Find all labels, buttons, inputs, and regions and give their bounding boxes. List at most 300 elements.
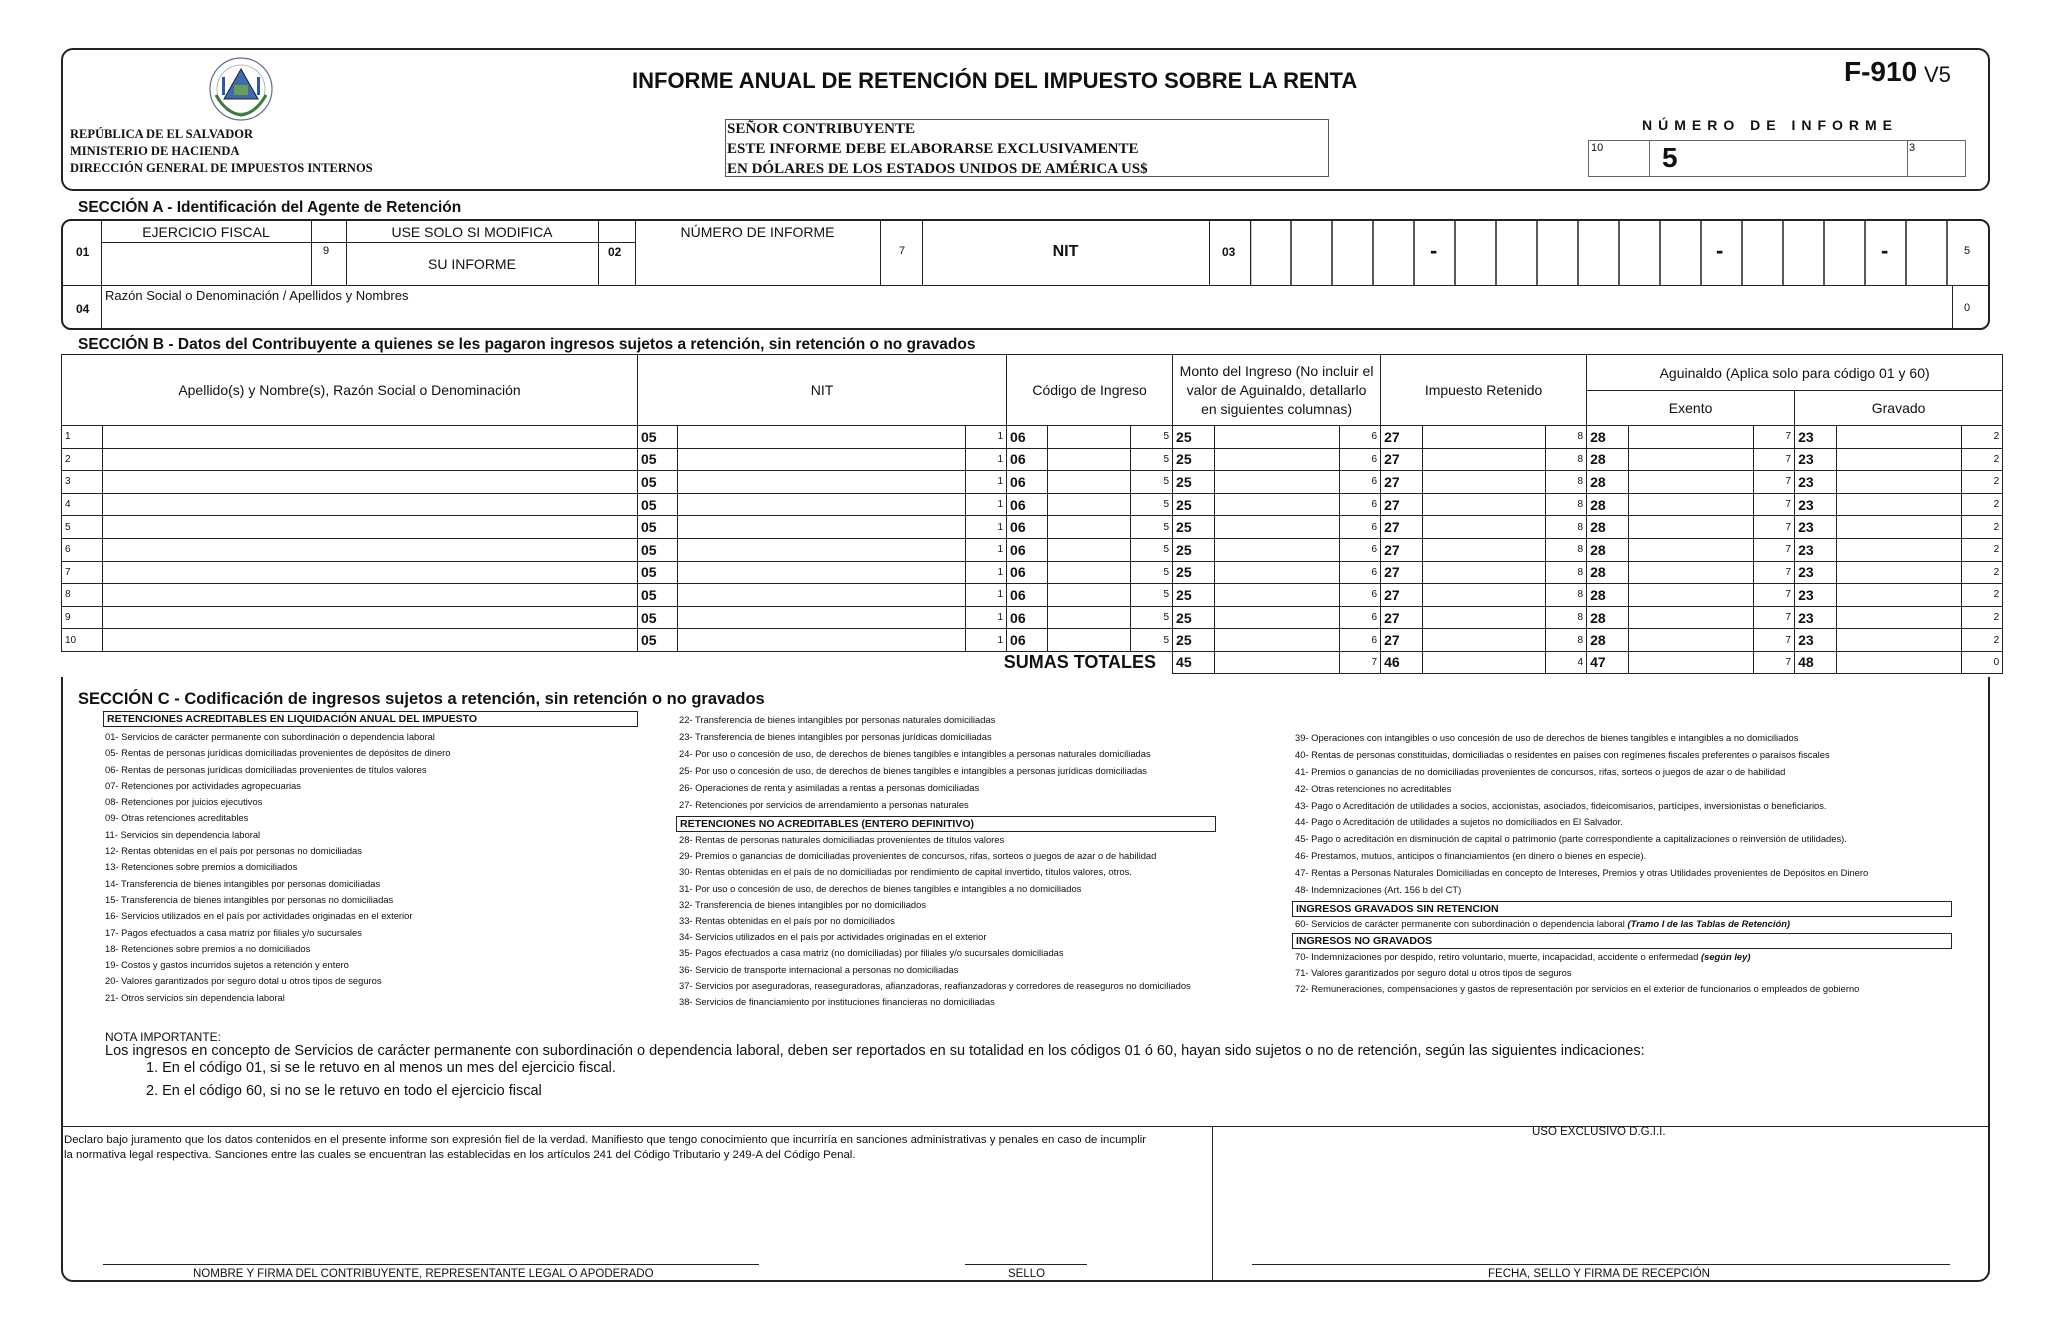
taxed-input[interactable] <box>1837 471 1962 494</box>
amount-input[interactable] <box>1215 426 1340 449</box>
amount-check: 6 <box>1340 606 1381 629</box>
seal-line <box>965 1264 1087 1265</box>
dgii-label: USO EXCLUSIVO D.G.I.I. <box>1532 1126 1666 1138</box>
tax-code: 27 <box>1381 471 1423 494</box>
exempt-code: 28 <box>1587 448 1629 471</box>
code-list-item: 28- Rentas de personas naturales domiciliadas provenientes de títulos valores <box>679 834 1005 845</box>
divider <box>1907 140 1908 177</box>
code-list-item: 36- Servicio de transporte internacional a personas no domiciliadas <box>679 963 959 975</box>
amount-code: 25 <box>1173 471 1215 494</box>
row-number: 10 <box>62 629 103 652</box>
taxed-code: 23 <box>1795 629 1837 652</box>
header-acreditables: RETENCIONES ACREDITABLES EN LIQUIDACIÓN ANUAL DEL IMPUESTO <box>103 711 638 727</box>
amount-check: 6 <box>1340 493 1381 516</box>
name-input[interactable] <box>103 448 638 471</box>
nit-input[interactable] <box>678 629 966 652</box>
code-list-item: 43- Pago o Acreditación de utilidades a socios, accionistas, asociados, fideicomisarios, partícipes, inversionistas o beneficiarios. <box>1295 799 1827 811</box>
income-code-input[interactable] <box>1048 538 1131 561</box>
notice-line-3: EN DÓLARES DE LOS ESTADOS UNIDOS DE AMÉRICA US$ <box>727 161 1148 177</box>
tax-code: 27 <box>1381 516 1423 539</box>
nit-check: 1 <box>966 471 1007 494</box>
nit-code: 05 <box>638 629 678 652</box>
exempt-code: 28 <box>1587 471 1629 494</box>
taxed-input[interactable] <box>1837 584 1962 607</box>
income-code-input[interactable] <box>1048 516 1131 539</box>
nit-check: 1 <box>966 538 1007 561</box>
tax-input[interactable] <box>1423 516 1546 539</box>
nit-input[interactable] <box>678 448 966 471</box>
exempt-input[interactable] <box>1629 629 1754 652</box>
section-a-report-number-label: NÚMERO DE INFORME <box>680 224 835 240</box>
name-input[interactable] <box>103 471 638 494</box>
taxed-check: 2 <box>1962 493 2003 516</box>
total-check: 4 <box>1546 651 1587 673</box>
nit-input[interactable] <box>678 426 966 449</box>
taxed-check: 2 <box>1962 448 2003 471</box>
taxed-input[interactable] <box>1837 516 1962 539</box>
exempt-check: 7 <box>1754 493 1795 516</box>
taxed-check: 2 <box>1962 538 2003 561</box>
seal-label: SELLO <box>1008 1268 1046 1280</box>
amount-check: 6 <box>1340 538 1381 561</box>
name-input[interactable] <box>103 561 638 584</box>
code-list-item: 23- Transferencia de bienes intangibles por personas jurídicas domiciliadas <box>679 731 992 743</box>
col-header-tax: Impuesto Retenido <box>1381 355 1587 426</box>
income-code-check: 5 <box>1131 561 1173 584</box>
col-header-nit: NIT <box>638 355 1007 426</box>
exempt-input[interactable] <box>1629 516 1754 539</box>
codes-column-1 <box>105 729 665 1006</box>
name-label: Razón Social o Denominación / Apellidos y Nombres <box>105 288 409 303</box>
nit-check: 1 <box>966 448 1007 471</box>
code-list-item: 06- Rentas de personas jurídicas domiciliadas provenientes de títulos valores <box>105 763 427 775</box>
name-input[interactable] <box>103 493 638 516</box>
exempt-code: 28 <box>1587 584 1629 607</box>
report-number-left-code: 10 <box>1591 142 1604 154</box>
divider <box>61 285 1990 286</box>
nit-code: 05 <box>638 584 678 607</box>
divider <box>1649 140 1650 177</box>
tax-input[interactable] <box>1423 561 1546 584</box>
name-input[interactable] <box>103 516 638 539</box>
income-code-check: 5 <box>1131 606 1173 629</box>
income-code-check: 5 <box>1131 538 1173 561</box>
nit-input[interactable] <box>678 516 966 539</box>
income-code-prefix: 06 <box>1007 629 1048 652</box>
ministry-name: MINISTERIO DE HACIENDA <box>70 144 240 158</box>
amount-code: 25 <box>1173 584 1215 607</box>
divider <box>1212 1126 1213 1282</box>
tax-check: 8 <box>1546 448 1587 471</box>
row-number: 2 <box>62 448 103 471</box>
code-list-item: 32- Transferencia de bienes intangibles por no domiciliados <box>679 898 927 910</box>
income-code-input[interactable] <box>1048 584 1131 607</box>
exempt-check: 7 <box>1754 629 1795 652</box>
nit-input[interactable] <box>678 493 966 516</box>
code-list-item: 46- Prestamos, mutuos, anticipos o financiamientos (en dinero o bienes en especie). <box>1295 850 1647 862</box>
code-01: 01 <box>76 245 90 259</box>
taxpayer-name-input[interactable] <box>103 304 1949 328</box>
amount-code: 25 <box>1173 606 1215 629</box>
exempt-check: 7 <box>1754 561 1795 584</box>
total-code: 45 <box>1173 651 1215 673</box>
signature-label: NOMBRE Y FIRMA DEL CONTRIBUYENTE, REPRESENTANTE LEGAL O APODERADO <box>193 1268 654 1280</box>
row-number: 8 <box>62 584 103 607</box>
tax-check: 8 <box>1546 426 1587 449</box>
col-header-bonus: Aguinaldo (Aplica solo para código 01 y 60) <box>1587 355 2003 391</box>
code-list-item: 47- Rentas a Personas Naturales Domiciliadas en concepto de Intereses, Premios y otras Utilidades provenientes de Depósitos en Dinero <box>1295 867 1869 879</box>
nit-code: 05 <box>638 561 678 584</box>
nit-check: 1 <box>966 516 1007 539</box>
fiscal-year-check: 9 <box>323 245 330 257</box>
exempt-input[interactable] <box>1629 471 1754 494</box>
income-code-prefix: 06 <box>1007 426 1048 449</box>
header-no-acreditables: RETENCIONES NO ACREDITABLES (ENTERO DEFINITIVO) <box>676 816 1216 832</box>
fiscal-year-label: EJERCICIO FISCAL <box>142 224 270 240</box>
col-header-code: Código de Ingreso <box>1007 355 1173 426</box>
divider <box>61 1126 1990 1127</box>
taxed-input[interactable] <box>1837 629 1962 652</box>
col-header-taxed: Gravado <box>1795 391 2003 426</box>
amount-code: 25 <box>1173 448 1215 471</box>
taxed-input[interactable] <box>1837 493 1962 516</box>
row-number: 9 <box>62 606 103 629</box>
amount-input[interactable] <box>1215 493 1340 516</box>
taxed-code: 23 <box>1795 516 1837 539</box>
nit-digit-grid[interactable] <box>1250 220 1962 285</box>
taxed-check: 2 <box>1962 426 2003 449</box>
exempt-check: 7 <box>1754 606 1795 629</box>
code-03: 03 <box>1222 245 1236 259</box>
amount-check: 6 <box>1340 561 1381 584</box>
form-code: F-910 <box>1844 56 1918 87</box>
amount-check: 6 <box>1340 426 1381 449</box>
taxed-check: 2 <box>1962 561 2003 584</box>
taxed-input[interactable] <box>1837 426 1962 449</box>
section-b-table <box>61 354 2003 674</box>
exempt-code: 28 <box>1587 538 1629 561</box>
form-title: INFORME ANUAL DE RETENCIÓN DEL IMPUESTO SOBRE LA RENTA <box>632 68 1358 93</box>
code-list-item: 40- Rentas de personas constituidas, domiciliadas o residentes en países con regímenes fiscales preferentes o paraísos fiscales <box>1295 748 1830 760</box>
code-list-item: 44- Pago o Acreditación de utilidades a sujetos no domiciliados en El Salvador. <box>1295 816 1623 828</box>
tax-input[interactable] <box>1423 471 1546 494</box>
amount-code: 25 <box>1173 426 1215 449</box>
code-list-item: 13- Retenciones sobre premios a domiciliados <box>105 861 298 873</box>
nit-code: 05 <box>638 493 678 516</box>
exempt-check: 7 <box>1754 448 1795 471</box>
income-code-input[interactable] <box>1048 493 1131 516</box>
name-input[interactable] <box>103 538 638 561</box>
nit-input[interactable] <box>678 606 966 629</box>
amount-code: 25 <box>1173 629 1215 652</box>
taxed-check: 2 <box>1962 584 2003 607</box>
nit-code: 05 <box>638 448 678 471</box>
amount-input[interactable] <box>1215 606 1340 629</box>
taxed-check: 2 <box>1962 471 2003 494</box>
directorate-name: DIRECCIÓN GENERAL DE IMPUESTOS INTERNOS <box>70 161 373 175</box>
taxed-check: 2 <box>1962 606 2003 629</box>
codes-column-2b <box>679 832 1319 1010</box>
code-list-item: 42- Otras retenciones no acreditables <box>1295 782 1452 794</box>
declaration-line-1: Declaro bajo juramento que los datos contenidos en el presente informe son expresión fiel de la verdad. Manifiesto que tengo conocimiento que incurriría en sanciones administrativas y penales en caso de incumplir <box>64 1134 1147 1146</box>
tax-check: 8 <box>1546 493 1587 516</box>
income-code-prefix: 06 <box>1007 516 1048 539</box>
reception-label: FECHA, SELLO Y FIRMA DE RECEPCIÓN <box>1488 1268 1710 1280</box>
code-list-item: 22- Transferencia de bienes intangibles por personas naturales domiciliadas <box>679 714 996 725</box>
taxed-input[interactable] <box>1837 448 1962 471</box>
income-code-prefix: 06 <box>1007 561 1048 584</box>
total-taxed-input[interactable] <box>1837 651 1962 673</box>
taxed-code: 23 <box>1795 448 1837 471</box>
amount-code: 25 <box>1173 561 1215 584</box>
code-list-item: 18- Retenciones sobre premios a no domiciliados <box>105 942 311 954</box>
code-list-item: 31- Por uso o concesión de uso, de derechos de bienes tangibles e intangibles a no domiciliados <box>679 882 1082 894</box>
exempt-input[interactable] <box>1629 426 1754 449</box>
exempt-check: 7 <box>1754 516 1795 539</box>
amount-input[interactable] <box>1215 629 1340 652</box>
code-list-item: 07- Retenciones por actividades agropecuarias <box>105 779 301 791</box>
report-number-label: NÚMERO DE INFORME <box>1642 117 1898 133</box>
name-input[interactable] <box>103 426 638 449</box>
nit-check: 1 <box>966 561 1007 584</box>
code-72: 72- Remuneraciones, compensaciones y gastos de representación por servicios en el exterior de funcionarios o empleados de gobierno <box>1295 983 1860 994</box>
amount-code: 25 <box>1173 516 1215 539</box>
modify-label-1: USE SOLO SI MODIFICA <box>391 224 553 240</box>
name-input[interactable] <box>103 584 638 607</box>
income-code-input[interactable] <box>1048 426 1131 449</box>
nit-code: 05 <box>638 606 678 629</box>
amount-code: 25 <box>1173 493 1215 516</box>
tax-input[interactable] <box>1423 606 1546 629</box>
amount-input[interactable] <box>1215 516 1340 539</box>
income-code-prefix: 06 <box>1007 493 1048 516</box>
row-number: 3 <box>62 471 103 494</box>
code-02: 02 <box>608 245 622 259</box>
code-list-item: 16- Servicios utilizados en el país por actividades originadas en el exterior <box>105 910 413 922</box>
taxed-code: 23 <box>1795 426 1837 449</box>
code-list-item: 21- Otros servicios sin dependencia laboral <box>105 991 285 1003</box>
tax-input[interactable] <box>1423 538 1546 561</box>
nit-check: 1 <box>966 629 1007 652</box>
amount-code: 25 <box>1173 538 1215 561</box>
income-code-check: 5 <box>1131 426 1173 449</box>
income-code-check: 5 <box>1131 448 1173 471</box>
code-04: 04 <box>76 302 90 316</box>
total-tax-input[interactable] <box>1423 651 1546 673</box>
exempt-code: 28 <box>1587 629 1629 652</box>
codes-column-2 <box>679 711 1279 814</box>
code-list-item: 45- Pago o acreditación en disminución de capital o patrimonio (parte correspondiente a capitalizaciones o reinversión de utilidades). <box>1295 833 1847 845</box>
code-list-item: 17- Pagos efectuados a casa matriz por filiales y/o sucursales <box>105 926 362 938</box>
code-list-item: 12- Rentas obtenidas en el país por personas no domiciliadas <box>105 845 362 857</box>
code-list-item: 05- Rentas de personas jurídicas domiciliadas provenientes de depósitos de dinero <box>105 747 451 759</box>
code-list-item: 19- Costos y gastos incurridos sujetos a retención y entero <box>105 959 349 971</box>
income-code-prefix: 06 <box>1007 448 1048 471</box>
total-check: 7 <box>1754 651 1795 673</box>
exempt-code: 28 <box>1587 493 1629 516</box>
tax-check: 8 <box>1546 538 1587 561</box>
exempt-code: 28 <box>1587 516 1629 539</box>
totals-row <box>62 651 2003 673</box>
exempt-input[interactable] <box>1629 448 1754 471</box>
tax-check: 8 <box>1546 606 1587 629</box>
code-list-item: 48- Indemnizaciones (Art. 156 b del CT) <box>1295 884 1462 896</box>
name-check: 0 <box>1964 302 1971 314</box>
header-gravados: INGRESOS GRAVADOS SIN RETENCION <box>1292 901 1952 917</box>
exempt-check: 7 <box>1754 471 1795 494</box>
code-list-item: 33- Rentas obtenidas en el país por no domiciliados <box>679 914 895 926</box>
nit-input[interactable] <box>678 561 966 584</box>
divider <box>101 286 102 329</box>
divider <box>598 220 599 285</box>
amount-check: 6 <box>1340 448 1381 471</box>
code-list-item: 30- Rentas obtenidas en el país de no domiciliadas por rendimiento de capital invertido, títulos valores, otros. <box>679 866 1132 878</box>
nit-code: 05 <box>638 426 678 449</box>
income-code-input[interactable] <box>1048 561 1131 584</box>
tax-check: 8 <box>1546 516 1587 539</box>
code-list-item: 37- Servicios por aseguradoras, reaseguradoras, afianzadoras, reafianzadoras y corredores de reaseguros no domiciliados <box>679 979 1191 991</box>
divider <box>1952 286 1953 329</box>
income-code-check: 5 <box>1131 629 1173 652</box>
table-row <box>62 426 2003 449</box>
total-exempt-input[interactable] <box>1629 651 1754 673</box>
exempt-input[interactable] <box>1629 561 1754 584</box>
col-header-exempt: Exento <box>1587 391 1795 426</box>
amount-input[interactable] <box>1215 561 1340 584</box>
total-check: 7 <box>1340 651 1381 673</box>
nit-check: 1 <box>966 606 1007 629</box>
nit-check: 1 <box>966 584 1007 607</box>
income-code-prefix: 06 <box>1007 471 1048 494</box>
table-row <box>62 629 2003 652</box>
code-list-item: 34- Servicios utilizados en el país por actividades originadas en el exterior <box>679 931 987 943</box>
nit-code: 05 <box>638 471 678 494</box>
report-number-input[interactable] <box>637 244 878 283</box>
note-item-2: 2. En el código 60, si no se le retuvo en todo el ejercicio fiscal <box>146 1083 542 1099</box>
code-list-item: 27- Retenciones por servicios de arrendamiento a personas naturales <box>679 799 969 811</box>
tax-code: 27 <box>1381 584 1423 607</box>
code-70-note: (según ley) <box>1700 951 1751 962</box>
table-row <box>62 606 2003 629</box>
fiscal-year-input[interactable] <box>103 244 309 283</box>
amount-input[interactable] <box>1215 448 1340 471</box>
section-c-title: SECCIÓN C - Codificación de ingresos sujetos a retención, sin retención o no gravados <box>78 690 765 708</box>
name-input[interactable] <box>103 629 638 652</box>
tax-input[interactable] <box>1423 426 1546 449</box>
code-list-item: 38- Servicios de financiamiento por instituciones financieras no domiciliadas <box>679 995 995 1007</box>
code-list-item: 24- Por uso o concesión de uso, de derechos de bienes tangibles e intangibles a personas naturales domiciliadas <box>679 748 1151 760</box>
report-number-check: 7 <box>899 245 906 257</box>
row-number: 6 <box>62 538 103 561</box>
divider <box>880 220 881 285</box>
notice-line-1: SEÑOR CONTRIBUYENTE <box>727 121 915 137</box>
code-list-item: 08- Retenciones por juicios ejecutivos <box>105 796 263 808</box>
note-title: NOTA IMPORTANTE: <box>105 1030 222 1044</box>
total-check: 0 <box>1962 651 2003 673</box>
col-header-name: Apellido(s) y Nombre(s), Razón Social o Denominación <box>62 355 638 426</box>
row-number: 7 <box>62 561 103 584</box>
code-60-text: 60- Servicios de carácter permanente con subordinación o dependencia laboral <box>1295 918 1625 929</box>
tax-input[interactable] <box>1423 629 1546 652</box>
table-row <box>62 493 2003 516</box>
row-number: 4 <box>62 493 103 516</box>
income-code-input[interactable] <box>1048 629 1131 652</box>
exempt-input[interactable] <box>1629 606 1754 629</box>
exempt-code: 28 <box>1587 606 1629 629</box>
amount-input[interactable] <box>1215 538 1340 561</box>
reception-line <box>1252 1264 1950 1265</box>
row-number: 1 <box>62 426 103 449</box>
nit-dash-2: - <box>1716 238 1724 263</box>
code-list-item: 35- Pagos efectuados a casa matriz (no domiciliadas) por filiales y/o sucursales domiciliadas <box>679 947 1064 959</box>
nit-input[interactable] <box>678 538 966 561</box>
name-input[interactable] <box>103 606 638 629</box>
tax-code: 27 <box>1381 606 1423 629</box>
nit-dash-3: - <box>1881 238 1889 263</box>
table-row <box>62 538 2003 561</box>
table-row <box>62 448 2003 471</box>
exempt-check: 7 <box>1754 584 1795 607</box>
tax-check: 8 <box>1546 561 1587 584</box>
tax-input[interactable] <box>1423 584 1546 607</box>
code-70-text: 70- Indemnizaciones por despido, retiro voluntario, muerte, incapacidad, accidente o enfermedad <box>1295 951 1699 962</box>
total-amount-input[interactable] <box>1215 651 1340 673</box>
income-code-input[interactable] <box>1048 448 1131 471</box>
exempt-input[interactable] <box>1629 584 1754 607</box>
nit-input[interactable] <box>678 584 966 607</box>
nit-label: NIT <box>1052 243 1079 260</box>
total-code: 48 <box>1795 651 1837 673</box>
exempt-code: 28 <box>1587 426 1629 449</box>
exempt-input[interactable] <box>1629 538 1754 561</box>
taxed-input[interactable] <box>1837 561 1962 584</box>
code-list-item: 15- Transferencia de bienes intangibles por personas no domiciliadas <box>105 893 394 905</box>
exempt-input[interactable] <box>1629 493 1754 516</box>
section-b-title: SECCIÓN B - Datos del Contribuyente a quienes se les pagaron ingresos sujetos a retención, sin retención o no gravados <box>78 336 976 353</box>
nit-dash-1: - <box>1430 238 1438 263</box>
taxed-input[interactable] <box>1837 606 1962 629</box>
taxed-code: 23 <box>1795 493 1837 516</box>
amount-input[interactable] <box>1215 584 1340 607</box>
note-text: Los ingresos en concepto de Servicios de carácter permanente con subordinación o dependencia laboral, deben ser reportados en su totalidad en los códigos 01 ó 60, hayan sido sujetos o no de retención, según las siguientes indicaciones: <box>105 1043 1645 1059</box>
row-number: 5 <box>62 516 103 539</box>
amount-input[interactable] <box>1215 471 1340 494</box>
taxed-input[interactable] <box>1837 538 1962 561</box>
section-a-title: SECCIÓN A - Identificación del Agente de Retención <box>78 199 462 216</box>
modify-label-2: SU INFORME <box>428 256 516 272</box>
nit-input[interactable] <box>678 471 966 494</box>
tax-input[interactable] <box>1423 493 1546 516</box>
tax-code: 27 <box>1381 561 1423 584</box>
tax-code: 27 <box>1381 629 1423 652</box>
nit-check: 1 <box>966 493 1007 516</box>
amount-check: 6 <box>1340 471 1381 494</box>
tax-input[interactable] <box>1423 448 1546 471</box>
code-71: 71- Valores garantizados por seguro dotal u otros tipos de seguros <box>1295 967 1572 978</box>
taxed-code: 23 <box>1795 538 1837 561</box>
republic-name: REPÚBLICA DE EL SALVADOR <box>70 127 254 141</box>
coat-of-arms-logo <box>196 55 286 123</box>
code-list-item: 39- Operaciones con intangibles o uso concesión de uso de derechos de bienes tangibles e intangibles a no domiciliados <box>1295 732 1799 743</box>
total-code: 47 <box>1587 651 1629 673</box>
income-code-input[interactable] <box>1048 606 1131 629</box>
declaration-line-2: la normativa legal respectiva. Sanciones entre las cuales se encuentran las establecidas en los artículos 241 del Código Tributario y 249-A del Código Penal. <box>64 1149 856 1161</box>
signature-line <box>103 1264 759 1265</box>
table-row <box>62 516 2003 539</box>
exempt-check: 7 <box>1754 538 1795 561</box>
income-code-input[interactable] <box>1048 471 1131 494</box>
tax-code: 27 <box>1381 448 1423 471</box>
